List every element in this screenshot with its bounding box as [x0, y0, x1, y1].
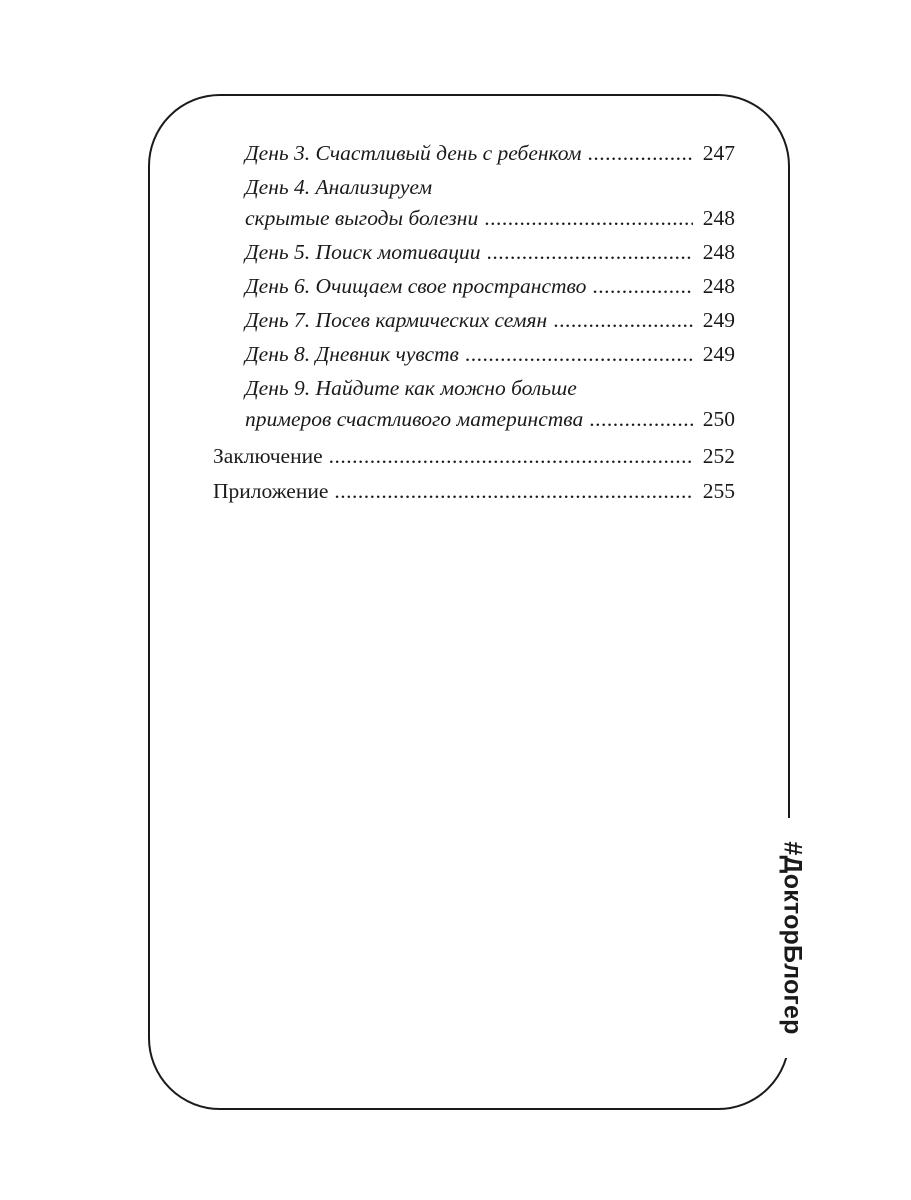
side-hashtag-label: #ДокторБлогер [778, 841, 807, 1035]
dot-leader [484, 203, 693, 234]
toc-entry-page: 250 [702, 407, 735, 431]
toc-entry-title: День 3. Счастливый день с ребенком [245, 141, 582, 165]
dot-leader [465, 339, 693, 370]
dot-leader [553, 305, 693, 336]
toc-entry-page: 247 [702, 141, 735, 165]
toc-entry-appendix[interactable] [213, 476, 735, 507]
toc-entry-page: 255 [702, 479, 735, 503]
toc-entry-page: 249 [702, 342, 735, 366]
dot-leader [329, 441, 693, 472]
toc-entry-title: Приложение [213, 479, 329, 503]
toc-entry-page: 248 [702, 274, 735, 298]
toc-entry-day-4-line1[interactable]: День 4. Анализируем [245, 175, 433, 199]
toc-entry-day-9-line1[interactable]: День 9. Найдите как можно больше [245, 376, 577, 400]
dot-leader [589, 404, 693, 435]
toc-entry-title: День 6. Очищаем свое пространство [245, 274, 587, 298]
toc-entry-title: скрытые выгоды болезни [245, 206, 479, 230]
dot-leader [587, 138, 693, 169]
toc-entry-conclusion[interactable] [213, 441, 735, 472]
toc-entry-title: Заключение [213, 444, 323, 468]
toc-entry-day-3[interactable] [213, 138, 735, 169]
toc-entry-day-9[interactable] [213, 404, 735, 435]
toc-entry-page: 252 [702, 444, 735, 468]
toc-entry-page: 249 [702, 308, 735, 332]
toc-entry-day-8[interactable] [213, 339, 735, 370]
dot-leader [486, 237, 693, 268]
toc-entry-day-7[interactable] [213, 305, 735, 336]
toc-entry-title: День 7. Посев кармических семян [245, 308, 548, 332]
toc-entry-title: День 5. Поиск мотивации [245, 240, 481, 264]
table-of-contents [213, 138, 735, 511]
toc-entry-title: День 8. Дневник чувств [245, 342, 459, 366]
toc-entry-day-4[interactable] [213, 203, 735, 234]
dot-leader [592, 271, 693, 302]
toc-entry-day-6[interactable] [213, 271, 735, 302]
toc-entry-day-5[interactable] [213, 237, 735, 268]
toc-entry-page: 248 [702, 240, 735, 264]
dot-leader [334, 476, 693, 507]
toc-entry-page: 248 [702, 206, 735, 230]
toc-entry-title: примеров счастливого материнства [245, 407, 584, 431]
